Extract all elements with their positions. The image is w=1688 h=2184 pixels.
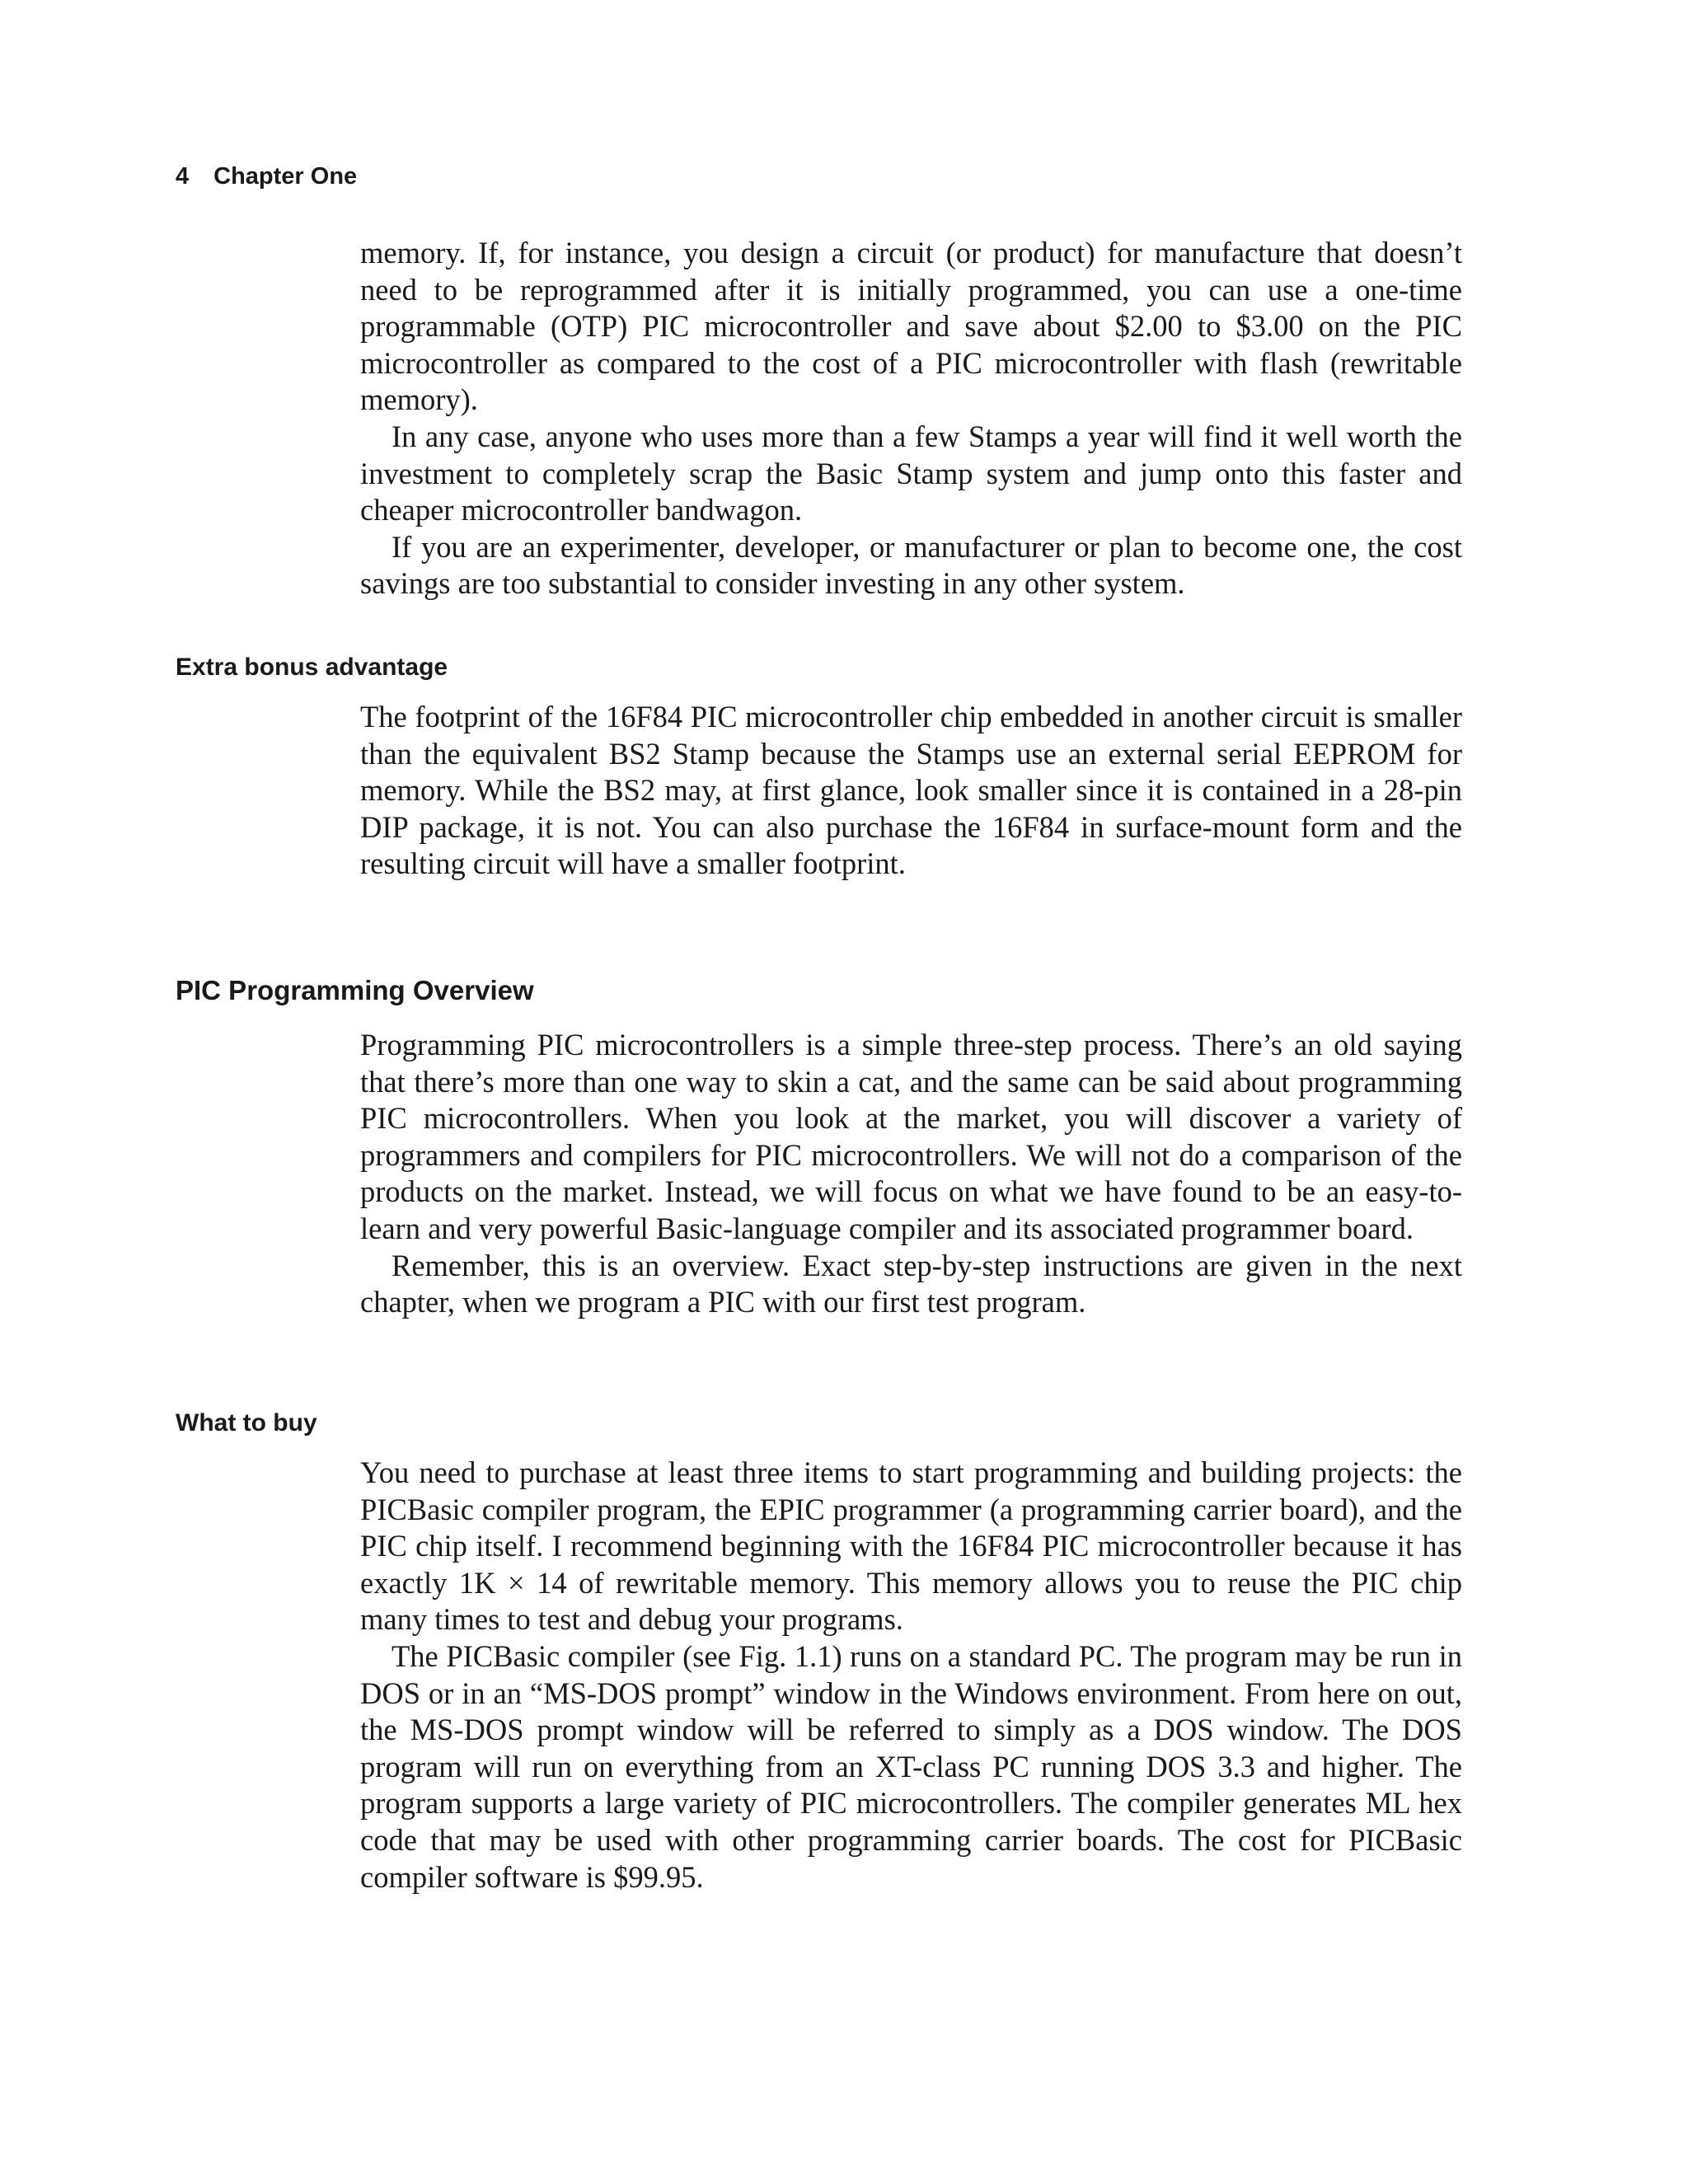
paragraph: The footprint of the 16F84 PIC microcontroller chip embedded in another circuit is smaller than the equivalent BS2 Stamp because the Stamps use an external serial EEPROM for memory. While the BS2 may, at first glance, look smaller since it is contained in a 28-pin DIP package, it is not. You can also purchase the 16F84 in surface-mount form and the resulting circuit will have a smaller footprint. xyxy=(360,700,1462,881)
page-number: 4 xyxy=(176,163,190,190)
paragraph: In any case, anyone who uses more than a few Stamps a year will find it well worth the investment to completely scrap the Basic Stamp system and jump onto this faster and cheaper microcontroller bandwagon. xyxy=(360,419,1462,527)
paragraph: The PICBasic compiler (see Fig. 1.1) runs on a standard PC. The program may be run in DOS or in an “MS-DOS prompt” window in the Windows environment. From here on out, the MS-DOS prompt window will be referred to simply as a DOS window. The DOS program will run on everything from an XT-class PC running DOS 3.3 and higher. The program supports a large variety of PIC microcontrollers. The compiler generates ML hex code that may be used with other programming carrier boards. The cost for PICBasic compiler software is $99.95. xyxy=(360,1638,1462,1894)
body-text-block-extra-bonus xyxy=(360,699,1462,883)
section-heading-pic-programming-overview: PIC Programming Overview xyxy=(176,975,534,1005)
paragraph: memory. If, for instance, you design a circuit (or product) for manufacture that doesn’t need to be reprogrammed after it is initially programmed, you can use a one-time programmable (OTP) PIC microcontroller and save about $2.00 to $3.00 on the PIC microcontroller as compared to the cost of a PIC microcontroller with flash (rewritable memory). xyxy=(360,236,1462,417)
paragraph: You need to purchase at least three items to start programming and building projects: the PICBasic compiler program, the EPIC programmer (a programming carrier board), and the PIC chip itself. I recommend beginning with the 16F84 PIC microcontroller because it has exactly 1K × 14 of rewritable memory. This memory allows you to reuse the PIC chip many times to test and debug your programs. xyxy=(360,1455,1462,1637)
chapter-title: Chapter One xyxy=(213,163,358,190)
running-head xyxy=(176,162,357,191)
body-text-block-what-to-buy xyxy=(360,1455,1462,1896)
section-heading-what-to-buy: What to buy xyxy=(176,1409,317,1436)
paragraph: Programming PIC microcontrollers is a simple three-step process. There’s an old saying that there’s more than one way to skin a cat, and the same can be said about programming PIC microcontrollers. When you look at the market, you will discover a variety of programmers and compilers for PIC microcontrollers. We will not do a comparison of the products on the market. Instead, we will focus on what we have found to be an easy-to-learn and very powerful Basic-language compiler and its associated programmer board. xyxy=(360,1028,1462,1245)
body-text-block-overview xyxy=(360,1027,1462,1321)
paragraph: Remember, this is an overview. Exact step-by-step instructions are given in the next chapter, when we program a PIC with our first test program. xyxy=(360,1248,1462,1319)
body-text-block-intro xyxy=(360,235,1462,602)
section-heading-extra-bonus: Extra bonus advantage xyxy=(176,654,448,681)
paragraph: If you are an experimenter, developer, or manufacturer or plan to become one, the cost savings are too substantial to consider investing in any other system. xyxy=(360,529,1462,601)
